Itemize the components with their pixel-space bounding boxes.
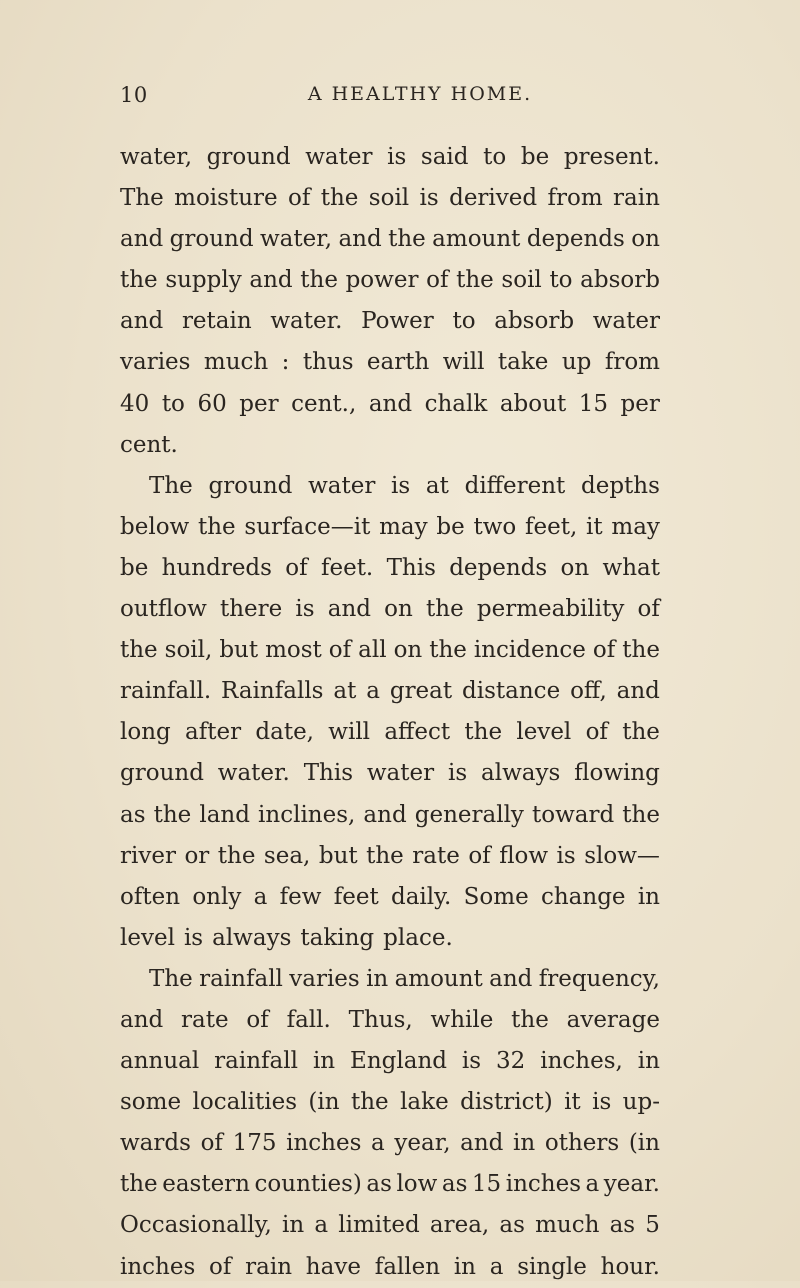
word: rain bbox=[245, 1253, 293, 1280]
word: present. bbox=[563, 144, 660, 170]
word: 15 bbox=[578, 390, 608, 417]
word: always bbox=[212, 924, 292, 951]
word: the bbox=[622, 719, 660, 746]
word: supply bbox=[165, 267, 242, 294]
word: of bbox=[288, 185, 311, 212]
word: counties) bbox=[254, 1171, 362, 1198]
word: as bbox=[499, 1212, 525, 1239]
word: frequency, bbox=[538, 965, 660, 992]
word: is bbox=[592, 1089, 612, 1116]
word: Some bbox=[463, 883, 529, 910]
word: cent., bbox=[291, 390, 357, 417]
word: incidence bbox=[473, 637, 586, 664]
text-line bbox=[120, 384, 660, 425]
word: Occasionally, bbox=[120, 1212, 272, 1239]
word: land bbox=[199, 801, 250, 828]
word: hour. bbox=[600, 1253, 660, 1280]
word: two bbox=[473, 513, 517, 540]
word: to bbox=[452, 308, 476, 335]
text-line bbox=[120, 1205, 660, 1246]
text-line bbox=[120, 589, 660, 630]
word: the bbox=[366, 842, 404, 869]
word: be bbox=[520, 144, 550, 170]
text-line bbox=[120, 425, 660, 466]
word: district) bbox=[460, 1089, 553, 1116]
word: localities bbox=[192, 1089, 298, 1116]
word: ground bbox=[120, 760, 204, 787]
text-line bbox=[120, 712, 660, 753]
word: it bbox=[564, 1089, 581, 1116]
word: is bbox=[183, 924, 204, 951]
word: depends bbox=[526, 226, 625, 253]
word: power bbox=[345, 267, 419, 294]
running-head bbox=[120, 83, 680, 115]
text-line bbox=[120, 260, 660, 301]
word: inches bbox=[286, 1130, 362, 1157]
word: hundreds bbox=[161, 554, 272, 581]
word: is bbox=[419, 185, 439, 212]
word: inches, bbox=[540, 1048, 623, 1075]
word: fall. bbox=[286, 1006, 331, 1033]
word: 15 bbox=[471, 1171, 502, 1198]
word: and bbox=[338, 226, 382, 253]
word: This bbox=[303, 760, 354, 787]
word: is bbox=[387, 144, 407, 170]
word: varies bbox=[289, 965, 360, 992]
word: to bbox=[549, 267, 573, 294]
word: most bbox=[265, 637, 322, 664]
word: wards bbox=[120, 1130, 191, 1157]
word: and bbox=[327, 596, 371, 623]
word: water bbox=[308, 472, 376, 499]
word: in bbox=[513, 1130, 536, 1157]
word: annual bbox=[120, 1048, 200, 1075]
word: may bbox=[611, 513, 660, 540]
word: (in bbox=[628, 1130, 660, 1157]
word: 60 bbox=[197, 390, 227, 417]
word: what bbox=[602, 554, 660, 581]
word: of bbox=[328, 637, 352, 664]
word: at bbox=[333, 678, 357, 705]
word: long bbox=[120, 719, 171, 746]
word: the bbox=[456, 267, 494, 294]
word: level bbox=[120, 924, 175, 951]
word: great bbox=[389, 678, 453, 705]
word: the bbox=[197, 513, 236, 540]
word: on bbox=[560, 554, 590, 581]
word: be bbox=[120, 554, 149, 581]
word: retain bbox=[181, 308, 252, 335]
word: the bbox=[429, 637, 467, 664]
word: water. bbox=[217, 760, 290, 787]
word: soil, bbox=[164, 637, 213, 664]
word: water bbox=[366, 760, 435, 787]
word: and bbox=[120, 1006, 164, 1033]
word: ground bbox=[208, 472, 293, 499]
word: rate bbox=[181, 1006, 229, 1033]
text-line bbox=[120, 342, 660, 383]
word: have bbox=[305, 1253, 361, 1280]
word: the bbox=[153, 801, 192, 828]
word: taking bbox=[300, 924, 375, 951]
word: while bbox=[430, 1006, 494, 1033]
text-line bbox=[120, 877, 660, 918]
word: year, bbox=[394, 1130, 451, 1157]
text-line bbox=[120, 959, 660, 1000]
word: depths bbox=[581, 472, 660, 499]
word: thus bbox=[302, 349, 354, 376]
word: and bbox=[368, 390, 413, 417]
word: as bbox=[609, 1212, 636, 1239]
word: as bbox=[441, 1171, 468, 1198]
text-line bbox=[120, 1000, 660, 1041]
word: only bbox=[192, 883, 242, 910]
word: is bbox=[295, 596, 315, 623]
text-line bbox=[120, 1123, 660, 1164]
word: from bbox=[604, 349, 660, 376]
word: surface—it bbox=[244, 513, 371, 540]
word: low bbox=[396, 1171, 438, 1198]
word: eastern bbox=[162, 1171, 250, 1198]
text-line bbox=[120, 178, 660, 219]
word: the bbox=[511, 1006, 549, 1033]
word: lake bbox=[400, 1089, 449, 1116]
word: Power bbox=[361, 308, 434, 335]
word: the bbox=[464, 719, 503, 746]
text-line bbox=[120, 753, 660, 794]
word: few bbox=[279, 883, 322, 910]
word: water, bbox=[120, 144, 193, 170]
word: and bbox=[489, 965, 533, 992]
word: cent. bbox=[120, 431, 178, 458]
word: daily. bbox=[390, 883, 452, 910]
word: rainfall bbox=[214, 1048, 298, 1075]
word: date, bbox=[255, 719, 314, 746]
word: and bbox=[363, 801, 407, 828]
word: up bbox=[561, 349, 592, 376]
word: it bbox=[586, 513, 603, 540]
word: This bbox=[386, 554, 436, 581]
text-line bbox=[120, 219, 660, 260]
text-line bbox=[120, 548, 660, 589]
word: level bbox=[516, 719, 572, 746]
word: others bbox=[544, 1130, 620, 1157]
word: inches bbox=[120, 1253, 196, 1280]
word: chalk bbox=[424, 390, 488, 417]
word: in bbox=[312, 1048, 336, 1075]
word: 40 bbox=[120, 390, 150, 417]
word: and bbox=[120, 226, 164, 253]
word: from bbox=[547, 185, 603, 212]
word: soil bbox=[368, 185, 410, 212]
word: the bbox=[426, 596, 464, 623]
word: rainfall bbox=[199, 965, 283, 992]
word: a bbox=[585, 1171, 600, 1198]
word: The bbox=[120, 185, 164, 212]
word: amount bbox=[394, 965, 483, 992]
word: single bbox=[517, 1253, 587, 1280]
word: but bbox=[219, 637, 259, 664]
word: earth bbox=[366, 349, 430, 376]
word: or bbox=[184, 842, 210, 869]
word: fallen bbox=[374, 1253, 441, 1280]
body-text bbox=[120, 137, 660, 1288]
word: rainfall. bbox=[120, 678, 212, 705]
word: on bbox=[384, 596, 413, 623]
text-line bbox=[120, 466, 660, 507]
word: may bbox=[379, 513, 428, 540]
word: different bbox=[464, 472, 566, 499]
word: of bbox=[468, 842, 491, 869]
word: soil bbox=[501, 267, 542, 294]
running-title: A HEALTHY HOME. bbox=[307, 83, 533, 105]
word: is bbox=[556, 842, 576, 869]
word: varies bbox=[120, 349, 191, 376]
word: be bbox=[436, 513, 465, 540]
word: of bbox=[592, 637, 616, 664]
text-line bbox=[120, 671, 660, 712]
word: ground bbox=[169, 226, 254, 253]
word: to bbox=[161, 390, 185, 417]
word: but bbox=[318, 842, 358, 869]
word: as bbox=[120, 801, 146, 828]
word: slow— bbox=[584, 842, 660, 869]
word: the bbox=[622, 801, 660, 828]
word: of bbox=[285, 554, 308, 581]
word: in bbox=[637, 883, 660, 910]
word: is bbox=[391, 472, 411, 499]
word: and bbox=[616, 678, 660, 705]
word: The bbox=[149, 472, 193, 499]
word: as bbox=[366, 1171, 392, 1198]
word: and bbox=[120, 308, 164, 335]
word: of bbox=[246, 1006, 269, 1033]
text-line bbox=[120, 507, 660, 548]
word: on bbox=[393, 637, 423, 664]
word: much bbox=[203, 349, 269, 376]
word: a bbox=[314, 1212, 329, 1239]
word: inclines, bbox=[258, 801, 356, 828]
word: is bbox=[447, 760, 468, 787]
text-line bbox=[120, 1164, 660, 1205]
word: of bbox=[200, 1130, 223, 1157]
text-line bbox=[120, 918, 660, 959]
word: ground bbox=[206, 144, 291, 170]
word: Thus, bbox=[348, 1006, 413, 1033]
word: : bbox=[281, 349, 290, 376]
word: limited bbox=[338, 1212, 420, 1239]
text-line bbox=[120, 301, 660, 342]
word: the bbox=[350, 1089, 389, 1116]
word: a bbox=[489, 1253, 504, 1280]
word: generally bbox=[414, 801, 524, 828]
word: the bbox=[300, 267, 338, 294]
word: toward bbox=[532, 801, 615, 828]
word: of bbox=[637, 596, 660, 623]
word: water, bbox=[259, 226, 333, 253]
word: of bbox=[585, 719, 608, 746]
word: take bbox=[497, 349, 549, 376]
word: inches bbox=[505, 1171, 582, 1198]
word: to bbox=[483, 144, 507, 170]
word: feet bbox=[333, 883, 379, 910]
word: often bbox=[120, 883, 181, 910]
word: river bbox=[120, 842, 176, 869]
word: sea, bbox=[263, 842, 311, 869]
word: a bbox=[366, 678, 380, 705]
word: will bbox=[328, 719, 371, 746]
word: area, bbox=[429, 1212, 490, 1239]
word: England bbox=[350, 1048, 447, 1075]
word: water bbox=[305, 144, 373, 170]
word: and bbox=[249, 267, 293, 294]
word: flowing bbox=[574, 760, 660, 787]
word: on bbox=[631, 226, 660, 253]
word: in bbox=[453, 1253, 476, 1280]
word: in bbox=[637, 1048, 660, 1075]
text-line bbox=[120, 1082, 660, 1123]
word: the bbox=[320, 185, 359, 212]
word: at bbox=[425, 472, 449, 499]
word: 175 bbox=[232, 1130, 277, 1157]
word: much bbox=[535, 1212, 600, 1239]
text-line bbox=[120, 137, 660, 178]
word: derived bbox=[449, 185, 538, 212]
word: rate bbox=[412, 842, 460, 869]
word: year. bbox=[603, 1171, 660, 1198]
word: absorb bbox=[494, 308, 575, 335]
word: a bbox=[253, 883, 268, 910]
word: water. bbox=[270, 308, 343, 335]
word: about bbox=[499, 390, 567, 417]
word: outflow bbox=[120, 596, 207, 623]
word: 32 bbox=[496, 1048, 526, 1075]
text-line bbox=[120, 836, 660, 877]
word: said bbox=[420, 144, 469, 170]
word: absorb bbox=[580, 267, 660, 294]
word: the bbox=[120, 267, 158, 294]
word: in bbox=[366, 965, 389, 992]
word: depends bbox=[449, 554, 548, 581]
word: after bbox=[185, 719, 242, 746]
word: feet, bbox=[524, 513, 578, 540]
word: 5 bbox=[645, 1212, 660, 1239]
word: the bbox=[217, 842, 256, 869]
word: the bbox=[622, 637, 660, 664]
word: in bbox=[282, 1212, 305, 1239]
text-line bbox=[120, 795, 660, 836]
word: of bbox=[426, 267, 449, 294]
word: the bbox=[120, 637, 158, 664]
word: per bbox=[239, 390, 279, 417]
word: feet. bbox=[320, 554, 374, 581]
word: distance bbox=[462, 678, 561, 705]
word: of bbox=[209, 1253, 232, 1280]
word: there bbox=[219, 596, 283, 623]
word: water bbox=[592, 308, 660, 335]
word: place. bbox=[383, 924, 453, 951]
text-line bbox=[120, 1247, 660, 1288]
word: up- bbox=[622, 1089, 660, 1116]
word: moisture bbox=[174, 185, 278, 212]
page-number: 10 bbox=[120, 83, 148, 107]
word: change bbox=[540, 883, 626, 910]
word: (in bbox=[308, 1089, 340, 1116]
word: the bbox=[120, 1171, 158, 1198]
word: always bbox=[481, 760, 561, 787]
word: and bbox=[460, 1130, 504, 1157]
text-line bbox=[120, 1041, 660, 1082]
word: flow bbox=[499, 842, 549, 869]
word: all bbox=[358, 637, 387, 664]
word: amount bbox=[432, 226, 521, 253]
word: average bbox=[566, 1006, 660, 1033]
word: a bbox=[371, 1130, 385, 1157]
word: affect bbox=[384, 719, 451, 746]
word: will bbox=[442, 349, 485, 376]
word: The bbox=[149, 965, 193, 992]
word: Rainfalls bbox=[221, 678, 324, 705]
word: rain bbox=[613, 185, 660, 212]
word: off, bbox=[570, 678, 607, 705]
word: some bbox=[120, 1089, 182, 1116]
word: permeability bbox=[476, 596, 625, 623]
word: per bbox=[620, 390, 660, 417]
word: is bbox=[461, 1048, 482, 1075]
word: below bbox=[120, 513, 190, 540]
word: the bbox=[388, 226, 426, 253]
text-line bbox=[120, 630, 660, 671]
